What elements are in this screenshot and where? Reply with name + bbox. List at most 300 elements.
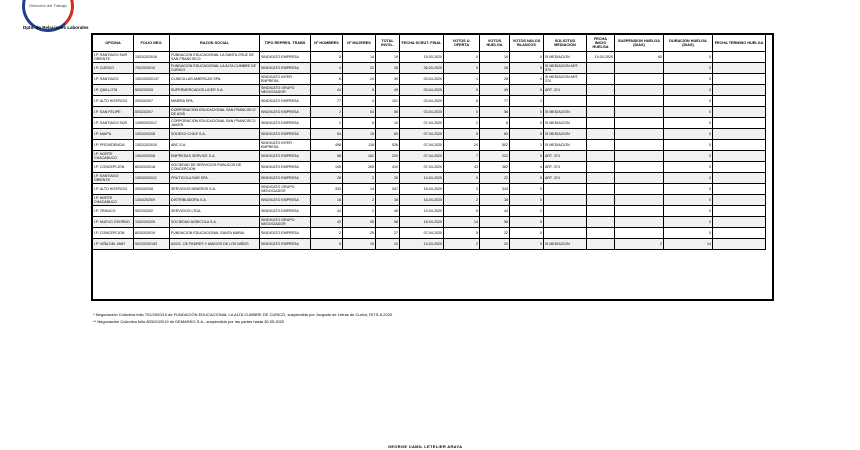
table-cell: 98 [376, 217, 400, 228]
table-cell: 0 [664, 206, 713, 217]
table-cell: I.P. SANTIAGO SUR ORIENTE [93, 52, 134, 63]
table-cell [713, 129, 766, 140]
table-cell: 14 [343, 184, 376, 195]
table-cell: 14 [444, 217, 480, 228]
table-cell: 0 [664, 52, 713, 63]
table-cell [587, 184, 615, 195]
table-cell [615, 118, 664, 129]
column-header: TIPO REPRES. TRABS [260, 35, 311, 52]
table-cell: I.P. CONCEPCION [93, 228, 134, 239]
table-cell: 1002/2020/5 [134, 217, 170, 228]
table-cell: SINDICATO EMPRESA [260, 228, 311, 239]
table-cell [713, 151, 766, 162]
table-cell: MINERA SPA. [170, 96, 260, 107]
table-cell: 1 [510, 96, 544, 107]
table-cell: SINDICATO EMPRESA [260, 129, 311, 140]
column-header: FOLIO NEG. [134, 35, 170, 52]
table-cell: SINDICATO EMPRESA [260, 239, 311, 250]
table-cell: 19 [480, 52, 510, 63]
table-cell: 30 [376, 74, 400, 85]
table-cell: 1301/2020/137 [134, 74, 170, 85]
table-cell: SI MEDIACION [544, 52, 587, 63]
table-cell: 101 [376, 96, 400, 107]
table-cell: 162 [343, 151, 376, 162]
table-cell: SINDICATO EMPRESA [260, 162, 311, 173]
column-header: RAZON SOCIAL [170, 35, 260, 52]
table-cell [587, 162, 615, 173]
table-cell: ASOC. DE PADRES Y AMIGOS DE LOS NIÑOS [170, 239, 260, 250]
column-header: OFICINA [93, 35, 134, 52]
column-header: Nº HOMBRES [311, 35, 343, 52]
table-cell: SUPERMERCADOS LIDER S.A. [170, 85, 260, 96]
table-cell: I.P. MAIPU [93, 129, 134, 140]
table-cell: 5 [311, 239, 343, 250]
column-header: FECHA TERMINO HUELGA [713, 35, 766, 52]
table-row [93, 217, 766, 228]
table-cell [713, 96, 766, 107]
table-cell: 20 [480, 239, 510, 250]
table-cell [713, 107, 766, 118]
table-cell: 13-04-2020 [400, 173, 444, 184]
table-cell [544, 96, 587, 107]
table-cell: 2 [343, 173, 376, 184]
table-cell: SODEXO CHILE S.A. [170, 129, 260, 140]
table-cell: 26 [480, 63, 510, 74]
department-label: Dpto. de Relaciones Laborales [23, 25, 89, 30]
table-cell: 15 [343, 129, 376, 140]
table-cell [713, 85, 766, 96]
table-cell: SINDICATO EMPRESA [260, 96, 311, 107]
table-cell: 503/2020/5 [134, 85, 170, 96]
table-cell: 0 [664, 107, 713, 118]
table-cell: SI MEDIACION [544, 118, 587, 129]
column-header: VOTOS HUELGA [480, 35, 510, 52]
table-cell: 28 [480, 74, 510, 85]
table-cell [713, 74, 766, 85]
table-cell: SI MEDIACION [544, 129, 587, 140]
table-cell: ART. 374 [544, 162, 587, 173]
table-cell [587, 140, 615, 151]
table-cell: 2 [444, 195, 480, 206]
table-cell [587, 239, 615, 250]
table-cell: 27 [376, 228, 400, 239]
table-cell: SINDICATO EMPRESA [260, 173, 311, 184]
table-cell [587, 85, 615, 96]
column-header: VOTOS U. OFERTA [444, 35, 480, 52]
table-cell: 26-03-2020 [400, 63, 444, 74]
table-cell: 19 [343, 239, 376, 250]
table-cell [544, 195, 587, 206]
table-cell: 4 [510, 162, 544, 173]
table-row [93, 118, 766, 129]
table-cell: 8 [343, 118, 376, 129]
table-cell: 0 [510, 118, 544, 129]
table-cell: I.P. TEMUCO [93, 206, 134, 217]
table-cell: 0 [664, 140, 713, 151]
table-cell: 0 [510, 184, 544, 195]
table-cell: I.P. QUILLOTA [93, 85, 134, 96]
table-cell: SINDICATO EMPRESA [260, 206, 311, 217]
table-cell: 0 [510, 74, 544, 85]
table-cell: 24 [376, 239, 400, 250]
table-cell: 502/2020/153 [134, 239, 170, 250]
table-cell: SERVICIOS LTDA. [170, 206, 260, 217]
table-cell [615, 129, 664, 140]
table-cell: DISTRIBUIDORA S.A. [170, 195, 260, 206]
table-cell: 0 [510, 195, 544, 206]
table-cell: 526 [376, 140, 400, 151]
table-cell: 69 [376, 129, 400, 140]
table-cell: I.P. CURICO [93, 63, 134, 74]
table-cell: 343 [480, 184, 510, 195]
table-row [93, 107, 766, 118]
table-cell: 0 [664, 118, 713, 129]
table-cell: SINDICATO EMPRESA [260, 118, 311, 129]
table-cell: SI MEDIACION ART. 374 [544, 63, 587, 74]
table-cell: 2 [615, 239, 664, 250]
table-cell: CORPORACION EDUCACIONAL SAN FRANCISCO DE ASIS [170, 107, 260, 118]
table-cell [615, 173, 664, 184]
table-cell: CORPORACION EDUCACIONAL SAN FRANCISCO JAVIER [170, 118, 260, 129]
table-row [93, 151, 766, 162]
table-cell: ART. 374 [544, 85, 587, 96]
table-cell: SI MEDIACION [544, 107, 587, 118]
table-cell: 07-04-2020 [400, 151, 444, 162]
table-cell: 16-04-2020 [400, 195, 444, 206]
table-cell [615, 228, 664, 239]
table-cell: 902/2020/2 [134, 206, 170, 217]
table-cell: 347 [376, 184, 400, 195]
table-cell: 1303/2020/8 [134, 129, 170, 140]
table-row [93, 96, 766, 107]
table-cell: SINDICATO INTER EMPRESA [260, 74, 311, 85]
table-cell: I.P. VIÑA DEL MAR [93, 239, 134, 250]
table-cell: SINDICATO EMPRESA [260, 63, 311, 74]
table-row [93, 195, 766, 206]
table-cell: 1304/2020/9 [134, 195, 170, 206]
table-cell: EMPRESAS SERVICE S.A. [170, 151, 260, 162]
table-cell: I.P. SANTIAGO ORIENTE [93, 173, 134, 184]
table-cell: SOCIEDAD DE SERVICIOS PUBLICOS DE CONCEPCION [170, 162, 260, 173]
table-cell: 0 [510, 151, 544, 162]
table-cell: 22 [480, 173, 510, 184]
table-row [93, 162, 766, 173]
table-header [93, 35, 766, 52]
table-cell: SINDICATO INTER EMPRESA [260, 140, 311, 151]
table-cell [587, 173, 615, 184]
table-cell: 26 [376, 63, 400, 74]
table-cell: 77 [311, 96, 343, 107]
table-cell: 03-04-2020 [400, 85, 444, 96]
table-cell: 07-04-2020 [400, 140, 444, 151]
table-cell: 408 [311, 140, 343, 151]
table-row [93, 184, 766, 195]
table-cell: 0 [664, 63, 713, 74]
table-cell: 1303/2020/21 [134, 173, 170, 184]
table-cell: 16 [311, 195, 343, 206]
table-cell [544, 228, 587, 239]
table-cell: ART. 374 [544, 151, 587, 162]
table-cell [615, 107, 664, 118]
table-cell: 07-04-2020 [400, 118, 444, 129]
table-cell: 07-04-2020 [400, 162, 444, 173]
table-cell: 03-04-2020 [400, 107, 444, 118]
table-cell [615, 195, 664, 206]
table-cell: 0 [444, 52, 480, 63]
table-cell [713, 162, 766, 173]
table-cell: 14 [664, 239, 713, 250]
table-cell: ABC S.A. [170, 140, 260, 151]
column-header: FECHA SCRUT. FINAL [400, 35, 444, 52]
table-cell: 222 [480, 151, 510, 162]
table-cell: 333 [311, 184, 343, 195]
table-cell [544, 217, 587, 228]
table-cell: 2 [343, 195, 376, 206]
table-cell [587, 206, 615, 217]
table-cell: 0 [664, 195, 713, 206]
table-cell [713, 206, 766, 217]
table-cell: SINDICATO GRUPO NEGOCIADOR [260, 85, 311, 96]
table-cell [587, 228, 615, 239]
table-cell: 265 [343, 162, 376, 173]
table-cell: SINDICATO EMPRESA [260, 52, 311, 63]
table-cell: CLINICA LAS AMERICAS SPA. [170, 74, 260, 85]
table-cell: 77 [480, 96, 510, 107]
table-cell: 44 [311, 85, 343, 96]
table-cell [615, 140, 664, 151]
table-cell: 19 [376, 52, 400, 63]
table-cell: 0 [510, 217, 544, 228]
table-cell: 0 [510, 129, 544, 140]
table-cell: SI MEDIACION [544, 239, 587, 250]
table-cell [615, 151, 664, 162]
table-cell: 0 [664, 162, 713, 173]
table-cell: 0 [664, 129, 713, 140]
table-cell: 19-03-2020 [400, 52, 444, 63]
table-row [93, 173, 766, 184]
table-cell: 5 [311, 52, 343, 63]
table-cell: 56 [480, 107, 510, 118]
table-cell [615, 184, 664, 195]
table-cell: 24 [444, 140, 480, 151]
table-cell: 22 [480, 228, 510, 239]
table-row [93, 63, 766, 74]
table-cell: 28 [311, 173, 343, 184]
table-cell: 25 [343, 228, 376, 239]
table-row [93, 129, 766, 140]
table-row [93, 140, 766, 151]
table-cell: 49 [376, 85, 400, 96]
table-cell: 503/2020/7 [134, 107, 170, 118]
table-cell: 0 [664, 217, 713, 228]
table-cell: 803/2020/19 [134, 228, 170, 239]
table-cell [713, 184, 766, 195]
table-cell [587, 195, 615, 206]
table-cell: I.P. PROVIDENCIA [93, 140, 134, 151]
table-cell: 16-04-2020 [400, 184, 444, 195]
table-cell: ART. 374 [544, 173, 587, 184]
footnote-2: ** Negociación Colectiva folio 803/2020/19 de DEMARKO S.A., suspendida por las partes hasta 30.05.2020 [93, 319, 285, 324]
table-cell: 43 [444, 162, 480, 173]
table-cell: 69 [480, 129, 510, 140]
table-cell [713, 217, 766, 228]
table-cell: 0 [510, 63, 544, 74]
column-header: SOLICITUD MEDIACION [544, 35, 587, 52]
table-cell: 13-04-2020 [400, 239, 444, 250]
column-header: FECHA INICIO HUELGA [587, 35, 615, 52]
table-cell [587, 151, 615, 162]
table-cell: 118 [343, 140, 376, 151]
table-cell: 0 [510, 107, 544, 118]
table-cell: SINDICATO EMPRESA [260, 107, 311, 118]
table-cell: 03-04-2020 [400, 96, 444, 107]
table-cell: 13-04-2020 [400, 206, 444, 217]
table-cell: 43 [311, 217, 343, 228]
table-row [93, 52, 766, 63]
table-cell: 702/2020/10 [134, 63, 170, 74]
table-cell: I.P. SAN FELIPE [93, 107, 134, 118]
table-cell [615, 162, 664, 173]
table-cell: 55 [343, 217, 376, 228]
table-cell: FUNDACION EDUCACIONAL LA SANTA CRUZ DE SAN FRANCISCO [170, 52, 260, 63]
table-cell: I.P. SANTIAGO SUR [93, 118, 134, 129]
table-cell: 0 [510, 173, 544, 184]
table-row [93, 206, 766, 217]
table-cell: 2 [444, 118, 480, 129]
table-cell: 14 [343, 52, 376, 63]
table-cell: FRUTICOLA SUR SPA. [170, 173, 260, 184]
table-cell: 49 [480, 85, 510, 96]
column-header: TOTAL INVOL. [376, 35, 400, 52]
table-cell [615, 63, 664, 74]
table-cell: 2 [343, 206, 376, 217]
table-cell [587, 74, 615, 85]
column-header: DURACION HUELGA (DIAS) [664, 35, 713, 52]
table-cell: 1305/2020/17 [134, 118, 170, 129]
table-cell: 203/2020/8 [134, 184, 170, 195]
table-cell: 10 [376, 118, 400, 129]
table-cell: 54 [311, 129, 343, 140]
table-cell: 1 [510, 140, 544, 151]
table-cell: 2 [510, 206, 544, 217]
table-cell: SINDICATO EMPRESA [260, 195, 311, 206]
table-cell: 5 [444, 228, 480, 239]
column-header: Nº MUJERES [343, 35, 376, 52]
table-cell: 44 [311, 206, 343, 217]
table-cell [587, 129, 615, 140]
table-cell: 46 [376, 206, 400, 217]
table-cell: 0 [664, 173, 713, 184]
table-cell: I.P. NUEVO OSORNO [93, 217, 134, 228]
table-cell: 2 [311, 228, 343, 239]
table-cell [713, 228, 766, 239]
table-cell: 98 [480, 217, 510, 228]
table-cell: 5 [444, 206, 480, 217]
table-cell: FUNDACION EDUCACIONAL SANTA MARIA [170, 228, 260, 239]
table-cell [713, 173, 766, 184]
table-cell: SI MEDIACION [544, 140, 587, 151]
table-cell: SINDICATO EMPRESA [260, 151, 311, 162]
table-cell: 60 [615, 52, 664, 63]
table-cell [587, 217, 615, 228]
table-cell [544, 206, 587, 217]
table-cell: 07-04-2020 [400, 129, 444, 140]
table-cell: 0 [444, 173, 480, 184]
table-cell: 1302/2020/10 [134, 140, 170, 151]
table-cell [615, 74, 664, 85]
table-cell: 2 [311, 118, 343, 129]
table-cell: 0 [510, 228, 544, 239]
table-cell: 410 [376, 162, 400, 173]
table-cell [713, 118, 766, 129]
footnote-1: * Negociación Colectiva folio 702/2020/10 de FUNDACIÓN EDUCACIONAL LA ALTA CUMBRE DE CURICÓ, suspendida por Juzgado de Letras de Curicó, RITS-5-2020 [93, 312, 393, 317]
table-cell: 44 [480, 206, 510, 217]
table-cell [615, 85, 664, 96]
table-cell: I.P. SANTIAGO [93, 74, 134, 85]
table-cell: 18 [480, 195, 510, 206]
table-cell: 7 [444, 151, 480, 162]
table-cell: 2 [311, 107, 343, 118]
table-cell: 362 [480, 162, 510, 173]
table-row [93, 228, 766, 239]
table-cell: I.P. NORTE CHACABUCO [93, 195, 134, 206]
table-cell [587, 107, 615, 118]
table-cell [615, 206, 664, 217]
table-cell: 58 [311, 151, 343, 162]
table-cell: 0 [510, 85, 544, 96]
table-cell: 0 [664, 151, 713, 162]
table-cell: 0 [664, 74, 713, 85]
table-cell [713, 239, 766, 250]
table-cell: 0 [444, 107, 480, 118]
table-cell: SINDICATO GRUPO NEGOCIADOR [260, 184, 311, 195]
table-cell: 18 [376, 195, 400, 206]
table-cell [587, 96, 615, 107]
table-cell: 0 [510, 239, 544, 250]
signature: GEORGE CAMIL LETELIER ARAYA [388, 444, 463, 449]
table-row [93, 239, 766, 250]
table-cell: 1303/2020/16 [134, 52, 170, 63]
table-cell: SI MEDIACION ART. 374 [544, 74, 587, 85]
table-cell: 24 [343, 74, 376, 85]
table-cell: 502 [480, 140, 510, 151]
table-cell: I.P. ALTO HOSPICIO [93, 96, 134, 107]
table-cell: 1 [444, 74, 480, 85]
table-cell: 07-04-2020 [400, 228, 444, 239]
table-cell: 0 [664, 184, 713, 195]
table-cell: 54 [343, 107, 376, 118]
table-cell: 8 [480, 118, 510, 129]
table-cell [615, 96, 664, 107]
table-cell: 0 [664, 228, 713, 239]
table-cell: I.P. NORTE CHACABUCO [93, 151, 134, 162]
table-cell: 03-04-2020 [400, 74, 444, 85]
table-cell: 56 [376, 107, 400, 118]
table-cell: 5 [343, 85, 376, 96]
table-cell [713, 140, 766, 151]
table-cell [713, 52, 766, 63]
table-cell: 18-04-2020 [400, 217, 444, 228]
table-cell: SOCIEDAD AGRICOLA S.A. [170, 217, 260, 228]
table-cell: SERVICIOS MINEROS S.A. [170, 184, 260, 195]
table-cell [713, 63, 766, 74]
table-cell: 0 [444, 63, 480, 74]
table-cell: FUNDACION EDUCACIONAL LA ALTA CUMBRE DE CURICO [170, 63, 260, 74]
table-cell: 22 [343, 63, 376, 74]
table-cell: 0 [510, 52, 544, 63]
logo-text: Dirección del Trabajo [29, 3, 67, 8]
table-row [93, 85, 766, 96]
